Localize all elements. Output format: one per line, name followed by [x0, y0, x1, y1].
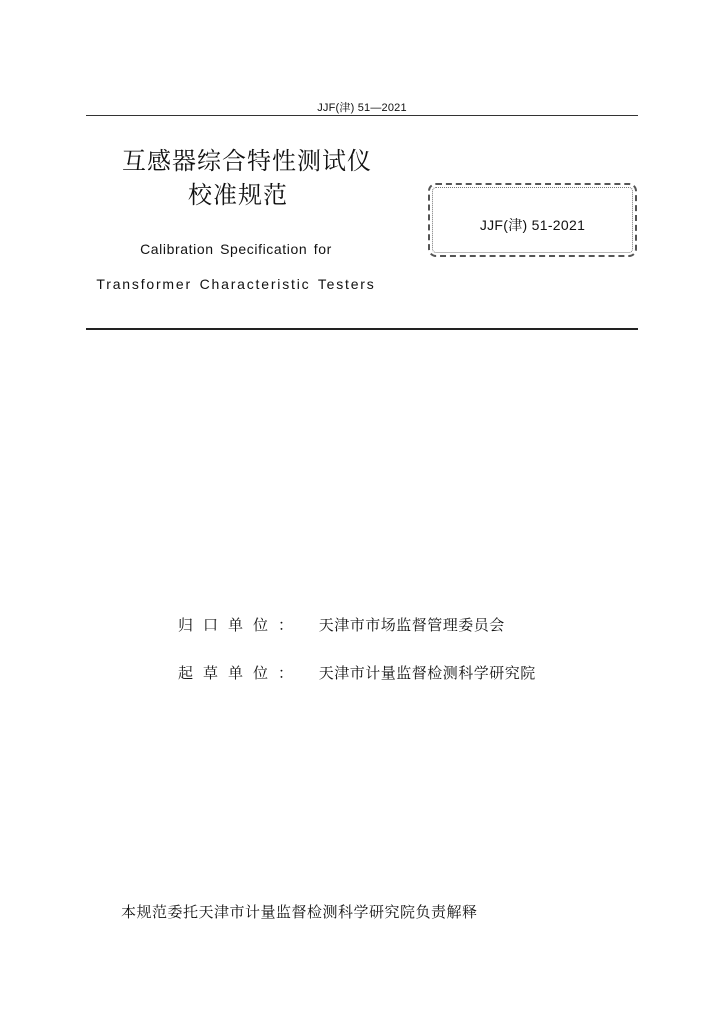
interpretation-note: 本规范委托天津市计量监督检测科学研究院负责解释 [121, 903, 478, 921]
drafting-unit-value: 天津市计量监督检测科学研究院 [318, 664, 536, 682]
standard-code-box [428, 183, 637, 257]
english-title-line1: Calibration Specification for [140, 241, 332, 257]
responsible-unit-row [178, 614, 505, 635]
drafting-unit-row [178, 662, 536, 683]
english-title-line2: Transformer Characteristic Testers [96, 276, 376, 292]
chinese-title-line2: 校准规范 [188, 181, 288, 209]
english-title [86, 232, 386, 302]
header-divider [86, 115, 638, 116]
responsible-unit-label: 归口单位： [178, 616, 304, 634]
responsible-unit-value: 天津市市场监督管理委员会 [318, 616, 505, 634]
drafting-unit-label: 起草单位： [178, 664, 304, 682]
standard-code-box-text: JJF(津) 51-2021 [479, 217, 586, 233]
chinese-title-line1: 互感器综合特性测试仪 [122, 147, 372, 175]
header-standard-code: JJF(津) 51—2021 [317, 102, 407, 114]
title-divider [86, 328, 638, 330]
chinese-title [97, 144, 397, 212]
